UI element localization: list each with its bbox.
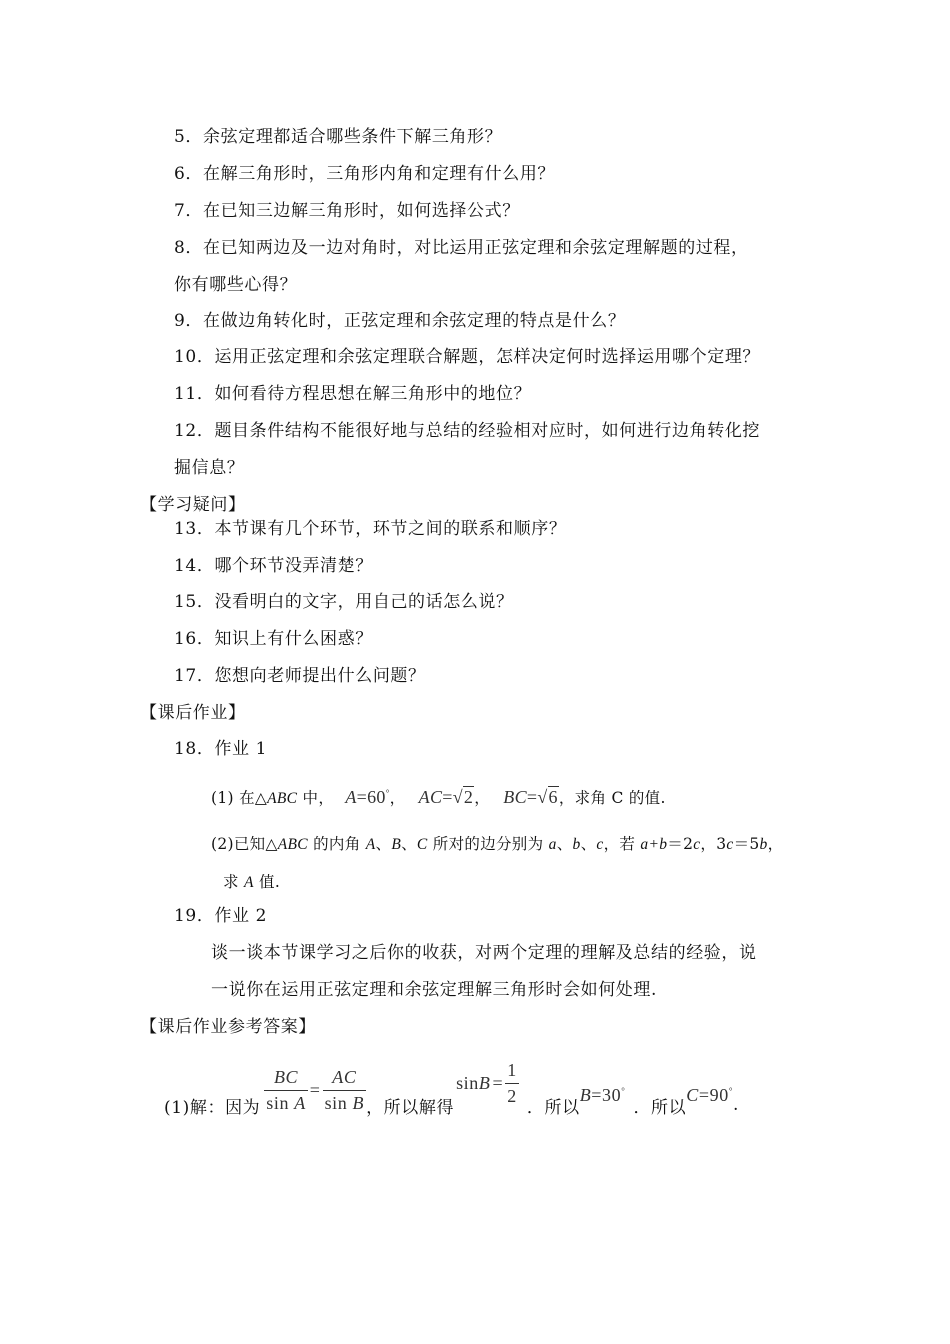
- question-11: 11．如何看待方程思想在解三角形中的地位？: [174, 384, 532, 404]
- homework-2-title: 19．作业 2: [174, 906, 268, 926]
- question-6: 6．在解三角形时，三角形内角和定理有什么用？: [174, 164, 556, 184]
- homework-2-text-line-2: 一说你在运用正弦定理和余弦定理解三角形时会如何处理.: [211, 980, 658, 1000]
- question-12: 12．题目条件结构不能很好地与总结的经验相对应时，如何进行边角转化挖: [174, 421, 761, 441]
- homework-1-problem-2: (2)已知△ABC 的内角 A、B、C 所对的边分别为 a、b、c，若 a+b＝2c，3c＝5b，: [211, 835, 784, 853]
- section-heading-homework: 【课后作业】: [140, 703, 246, 723]
- question-8: 8．在已知两边及一边对角时，对比运用正弦定理和余弦定理解题的过程，: [174, 238, 749, 258]
- question-5: 5．余弦定理都适合哪些条件下解三角形？: [174, 127, 503, 147]
- question-16: 16．知识上有什么困惑？: [174, 629, 373, 649]
- question-17: 17．您想向老师提出什么问题？: [174, 666, 426, 686]
- homework-1-problem-2-continued: 求 A 值.: [223, 873, 281, 891]
- question-14: 14．哪个环节没弄清楚？: [174, 556, 373, 576]
- homework-2-text-line-1: 谈一谈本节课学习之后你的收获，对两个定理的理解及总结的经验，说: [211, 943, 757, 963]
- sinb-equals-half: sin B = $\frac{1}{2}$: [456, 1059, 517, 1106]
- fraction-ac-over-sinb: $\frac{AC}{\text{sin B}}$: [324, 1066, 365, 1113]
- homework-1-problem-1: (1) 在△ABC 中， A=60°， AC=√2， BC=√6，求角 C 的值.: [211, 787, 666, 807]
- question-9: 9．在做边角转化时，正弦定理和余弦定理的特点是什么？: [174, 311, 626, 331]
- section-heading-doubts: 【学习疑问】: [140, 495, 246, 515]
- question-7: 7．在已知三边解三角形时，如何选择公式？: [174, 201, 520, 221]
- question-12-continued: 掘信息？: [174, 458, 245, 478]
- answer-1: (1)解：因为 $\frac{BC}{\text{sin A}}$ = $\frac{AC}{\text{sin B}}$ ，所以解得 sin B = $\frac{1}{2}$ ．所以 B=30° ．所以 C=90° .: [164, 1059, 740, 1118]
- fraction-bc-over-sina: $\frac{BC}{\text{sin A}}$: [266, 1066, 306, 1113]
- section-heading-answers: 【课后作业参考答案】: [140, 1017, 316, 1037]
- question-15: 15．没看明白的文字，用自己的话怎么说？: [174, 592, 514, 612]
- homework-1-title: 18．作业 1: [174, 739, 268, 759]
- question-13: 13．本节课有几个环节，环节之间的联系和顺序？: [174, 519, 567, 539]
- question-10: 10．运用正弦定理和余弦定理联合解题，怎样决定何时选择运用哪个定理？: [174, 347, 761, 367]
- question-8-continued: 你有哪些心得？: [174, 275, 298, 295]
